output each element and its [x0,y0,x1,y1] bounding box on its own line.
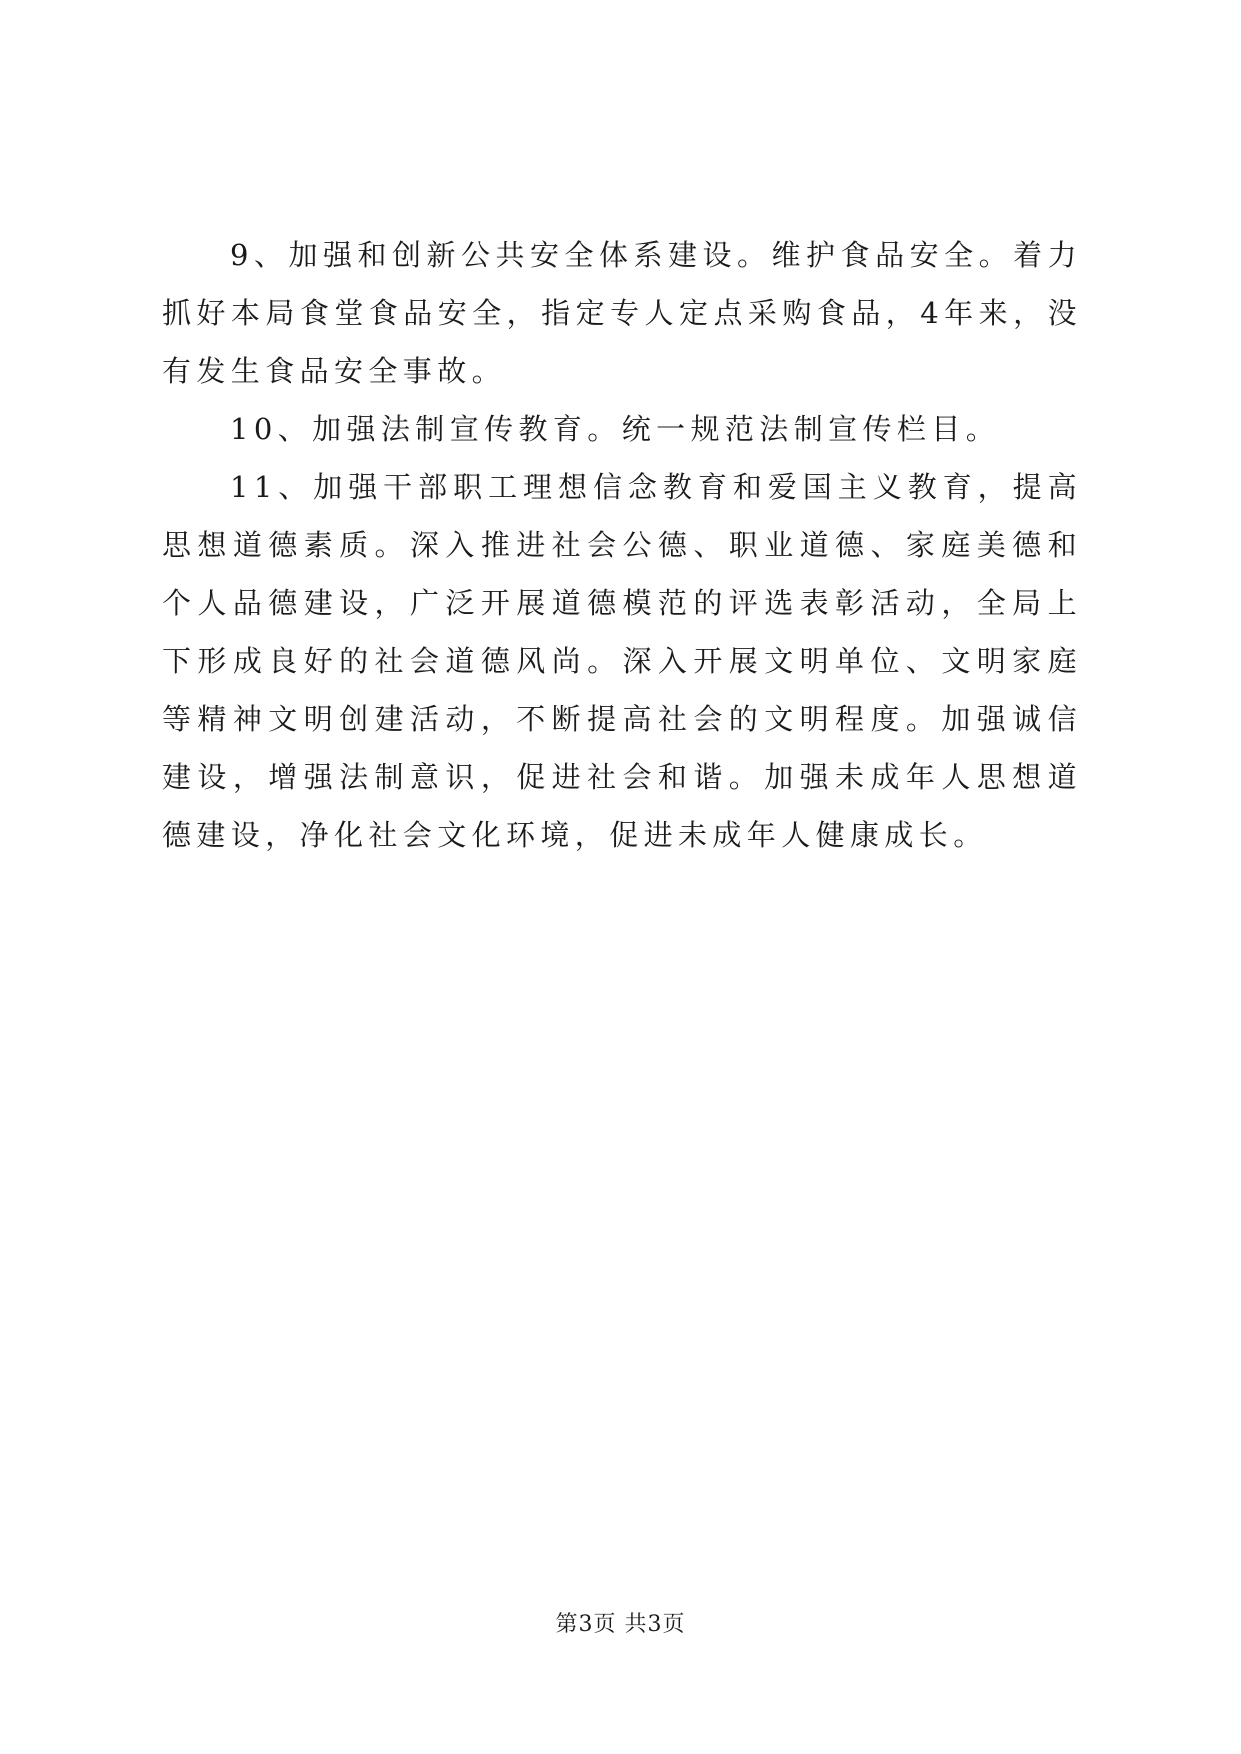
paragraph-item-9: 9、加强和创新公共安全体系建设。维护食品安全。着力抓好本局食堂食品安全，指定专人定点采购食品，4年来，没有发生食品安全事故。 [162,238,1082,388]
paragraph-item-11: 11、加强干部职工理想信念教育和爱国主义教育，提高思想道德素质。深入推进社会公德、职业道德、家庭美德和个人品德建设，广泛开展道德模范的评选表彰活动，全局上下形成良好的社会道德风尚。深入开展文明单位、文明家庭等精神文明创建活动，不断提高社会的文明程度。加强诚信建设，增强法制意识，促进社会和谐。加强未成年人思想道德建设，净化社会文化环境，促进未成年人健康成长。 [162,470,1082,852]
paragraph-item-10: 10、加强法制宣传教育。统一规范法制宣传栏目。 [230,412,1001,446]
document-body [162,226,1082,864]
page-number-footer: 第3页 共3页 [555,1612,686,1637]
